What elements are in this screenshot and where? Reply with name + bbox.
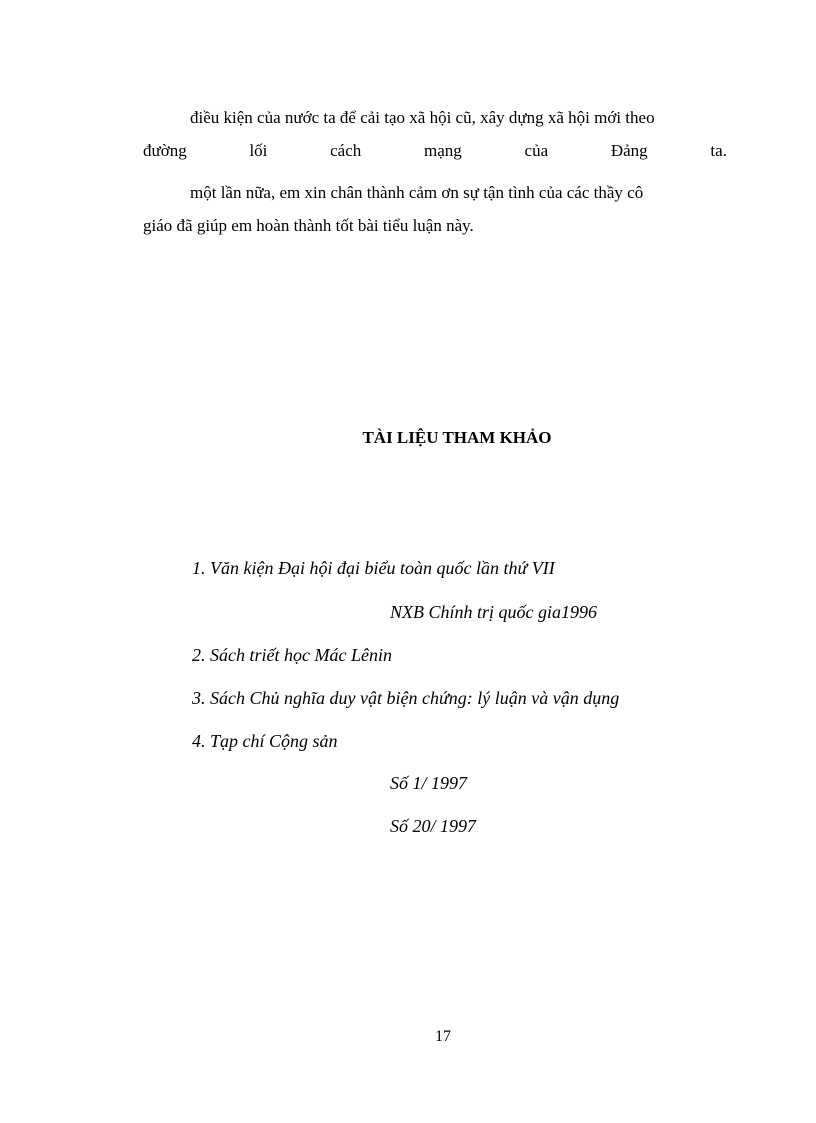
- body-paragraph-2: [143, 176, 727, 242]
- reference-item-4: 4. Tạp chí Cộng sản: [192, 731, 338, 751]
- reference-item-4-issue-2: Số 20/ 1997: [390, 816, 477, 836]
- reference-item-2: 2. Sách triết học Mác Lênin: [192, 645, 392, 665]
- reference-item-1: 1. Văn kiện Đại hội đại biểu toàn quốc lần thứ VII: [192, 558, 555, 578]
- paragraph-2-line-2: giáo đã giúp em hoàn thành tốt bài tiểu luận này.: [143, 216, 474, 235]
- reference-item-3: 3. Sách Chủ nghĩa duy vật biện chứng: lý luận và vận dụng: [192, 688, 620, 708]
- word: Đảng: [610, 141, 648, 160]
- paragraph-1-line-2: [143, 134, 727, 167]
- reference-item-1-publisher: NXB Chính trị quốc gia1996: [390, 602, 597, 622]
- word: của: [524, 141, 549, 160]
- reference-item-4-issue-1: Số 1/ 1997: [390, 773, 468, 793]
- word: lối: [249, 141, 268, 160]
- page-number: 17: [435, 1028, 451, 1045]
- body-paragraph-1: [143, 101, 727, 167]
- paragraph-1-line-1: điều kiện của nước ta để cải tạo xã hội cũ, xây dựng xã hội mới theo: [190, 108, 655, 127]
- word: ta.: [710, 141, 727, 160]
- word: mạng: [424, 141, 462, 160]
- word: đường: [143, 141, 187, 160]
- references-heading: TÀI LIỆU THAM KHẢO: [362, 428, 552, 447]
- word: cách: [330, 141, 362, 160]
- paragraph-2-line-1: một lần nữa, em xin chân thành cảm ơn sự tận tình của các thầy cô: [190, 183, 644, 202]
